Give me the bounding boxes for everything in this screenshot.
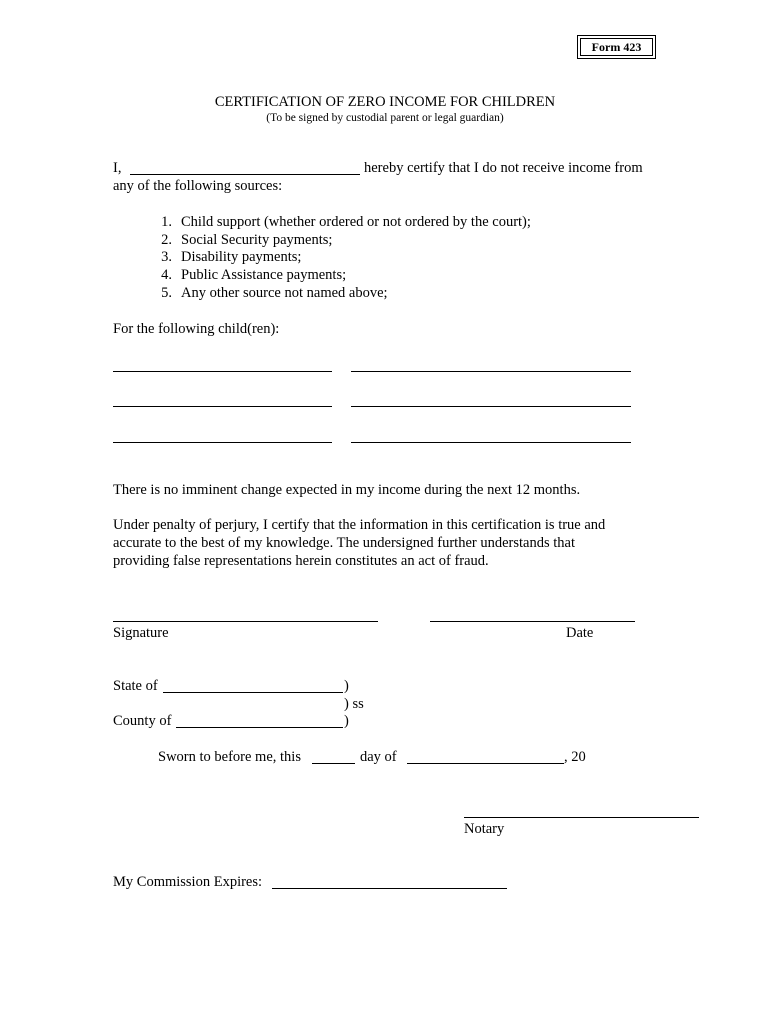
perjury-line-3: providing false representations herein constitutes an act of fraud.	[113, 553, 489, 569]
list-item: Social Security payments;	[181, 232, 333, 248]
certify-line2: any of the following sources:	[113, 178, 283, 194]
state-field[interactable]	[163, 692, 343, 693]
child-info-field[interactable]	[351, 371, 631, 372]
list-item-number: 1.	[161, 214, 172, 230]
ss-label: ) ss	[344, 696, 364, 712]
form-number: Form 423	[580, 38, 653, 56]
county-label: County of	[113, 713, 172, 729]
no-change-statement: There is no imminent change expected in my income during the next 12 months.	[113, 482, 581, 498]
date-field[interactable]	[430, 621, 635, 622]
notary-label: Notary	[464, 821, 505, 837]
child-name-field[interactable]	[113, 371, 332, 372]
child-info-field[interactable]	[351, 442, 631, 443]
signature-label: Signature	[113, 625, 169, 641]
child-name-field[interactable]	[113, 442, 332, 443]
sworn-month-field[interactable]	[407, 763, 564, 764]
perjury-line-2: accurate to the best of my knowledge. The undersigned further understands that	[113, 535, 575, 551]
commission-label: My Commission Expires:	[113, 874, 263, 890]
form-number-badge	[577, 35, 656, 59]
list-item: Any other source not named above;	[181, 285, 388, 301]
commission-expires-field[interactable]	[272, 888, 507, 889]
signature-field[interactable]	[113, 621, 378, 622]
certify-prefix: I,	[113, 160, 122, 176]
name-blank-field[interactable]	[130, 174, 360, 175]
child-info-field[interactable]	[351, 406, 631, 407]
sworn-year: , 20	[564, 749, 586, 765]
sworn-prefix: Sworn to before me, this	[158, 749, 301, 765]
county-field[interactable]	[176, 727, 343, 728]
list-item-number: 4.	[161, 267, 172, 283]
state-label: State of	[113, 678, 158, 694]
document-subtitle: (To be signed by custodial parent or legal guardian)	[266, 112, 504, 124]
county-paren: )	[344, 713, 349, 729]
date-label: Date	[566, 625, 594, 641]
perjury-line-1: Under penalty of perjury, I certify that the information in this certification is true and	[113, 517, 606, 533]
child-name-field[interactable]	[113, 406, 332, 407]
notary-signature-field[interactable]	[464, 817, 699, 818]
children-label: For the following child(ren):	[113, 321, 280, 337]
sworn-day-of: day of	[360, 749, 397, 765]
document-title: CERTIFICATION OF ZERO INCOME FOR CHILDREN	[214, 94, 556, 110]
state-paren: )	[344, 678, 349, 694]
list-item-number: 2.	[161, 232, 172, 248]
list-item: Public Assistance payments;	[181, 267, 347, 283]
sworn-day-field[interactable]	[312, 763, 355, 764]
list-item-number: 3.	[161, 249, 172, 265]
list-item: Disability payments;	[181, 249, 302, 265]
list-item-number: 5.	[161, 285, 172, 301]
list-item: Child support (whether ordered or not ordered by the court);	[181, 214, 531, 230]
certify-suffix: hereby certify that I do not receive income from	[364, 160, 643, 176]
